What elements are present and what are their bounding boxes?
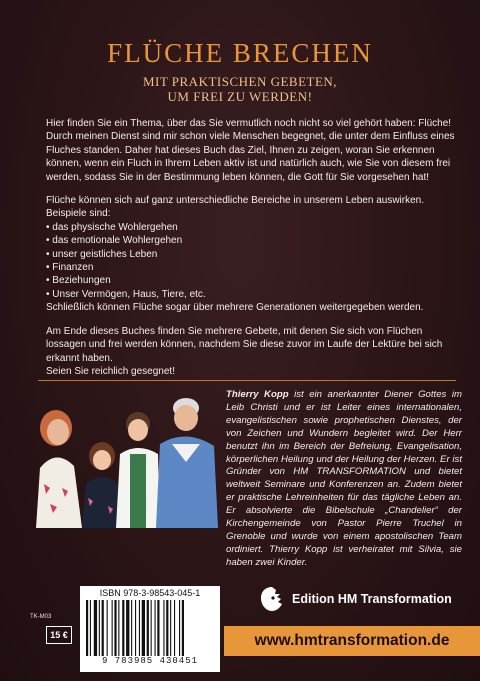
blessing-line: Seien Sie reichlich gesegnet! [46,365,175,377]
isbn-number: ISBN 978-3-98543-045-1 [99,588,201,598]
author-family-photo [22,388,222,528]
price-tag: 15 € [46,626,72,644]
list-item: • unser geistliches Leben [46,248,456,261]
areas-intro: Flüche können sich auf ganz unterschiedliche Bereiche in unserem Leben auswirken. Beispiele sind: [46,195,425,220]
list-item: • Finanzen [46,261,456,274]
lion-icon [258,585,286,613]
subtitle-line-1: MIT PRAKTISCHEN GEBETEN, [142,74,338,89]
isbn-barcode [80,586,220,672]
barcode-digits: 9 783985 430451 [101,656,198,666]
list-item: • Beziehungen [46,274,456,287]
book-title: FLÜCHE BRECHEN [107,38,373,68]
product-code: TK-M03 [30,614,52,620]
author-bio [226,389,462,570]
closing-paragraph: Am Ende dieses Buches finden Sie mehrere Gebete, mit denen Sie sich von Flüchen lossagen und frei werden können, nachdem Sie diese zuvor im Laufe der Lektüre bei sich erkannt haben. [46,325,443,364]
list-item: • Unser Vermögen, Haus, Tiere, etc. [46,288,456,301]
book-subtitle [0,74,480,104]
intro-paragraph: Hier finden Sie ein Thema, über das Sie vermutlich noch nicht so viel gehört haben: Flüche! Durch meinen Dienst sind mir schon viele Menschen begegnet, die unter dem Einfluss eines Fluches standen. Daher hat dieses Buch das Ziel, Ihnen zu zeigen, woran Sie erkennen können, wenn ein Fluch in Ihrem Leben aktiv ist und natürlich auch, wie Sie von diesem frei werden, sodass Sie in der Bestimmung leben können, die Gott für Sie vorgesehen hat! [46,118,455,183]
website-link[interactable]: www.hmtransformation.de [254,632,450,649]
list-item: • das physische Wohlergehen [46,221,456,234]
areas-list [46,221,456,301]
areas-section [46,194,456,315]
publisher-logo [258,584,458,614]
barcode-icon [86,600,214,656]
author-bio-text: ist ein anerkannter Diener Gottes im Leib Christi und er ist Leiter eines internationalen, evangelistischen sowie prophetischen Dienstes, der von Zeichen und Wundern begleitet wird. Der Herr benutzt ihn im Bereich der Befreiung, Evangelisation, körperlichen Heilung und der Heilung der Herzen. Er ist Gründer von HM TRANSFORMATION und bietet weltweit Seminare und Konferenzen an. Zudem bietet er praktische Lehreinheiten für das tägliche Leben an. Er absolvierte die Bibelschule „Chandelier“ der Kirchengemeinde von Pastor Pierre Truchel in Grenoble und wurde von einem apostolischen Team ordiniert. Thierry Kopp ist verheiratet mit Silvia, sie haben zwei Kinder. [226,389,462,568]
subtitle-line-2: UM FREI ZU WERDEN! [167,89,313,104]
blurb [46,117,456,378]
author-name: Thierry Kopp [226,389,289,400]
areas-outro: Schließlich können Flüche sogar über mehrere Generationen weitergegeben werden. [46,302,424,314]
website-banner [224,626,480,656]
list-item: • das emotionale Wohlergehen [46,234,456,247]
closing-section [46,325,456,379]
section-divider [38,380,456,381]
publisher-name: Edition HM Transformation [292,592,452,606]
